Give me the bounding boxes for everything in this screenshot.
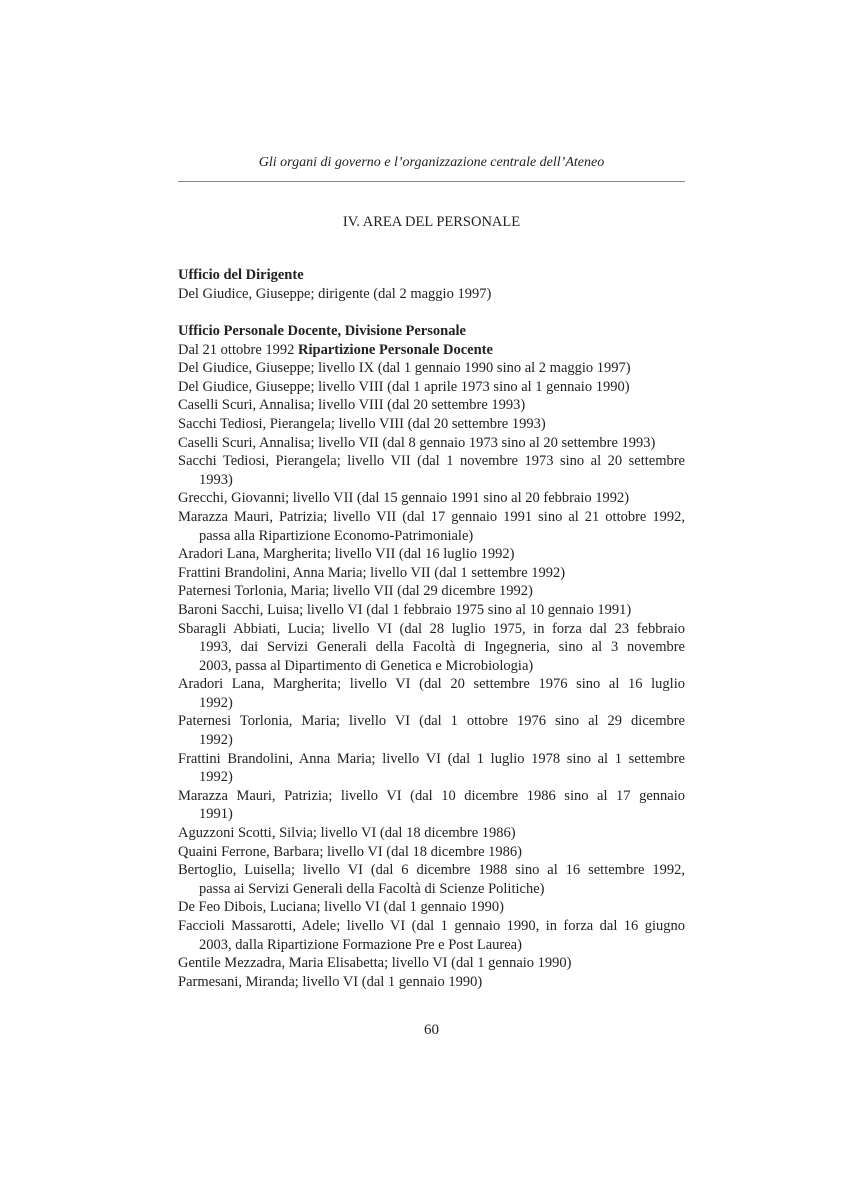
list-item	[178, 508, 685, 545]
subdivision-line	[178, 341, 685, 360]
subdivision-name: Ripartizione Personale Docente	[298, 341, 493, 358]
entry-line: Aradori Lana, Margherita; livello VII (dal 16 luglio 1992)	[178, 546, 515, 563]
list-item	[178, 620, 685, 676]
page-number: 60	[424, 1022, 439, 1038]
entry-line: 1992)	[199, 732, 233, 749]
entry-line: 1992)	[199, 694, 233, 711]
subdivision-date: Dal 21 ottobre 1992	[178, 341, 299, 358]
entry-line: Grecchi, Giovanni; livello VII (dal 15 gennaio 1991 sino al 20 febbraio 1992)	[178, 490, 630, 507]
entry-line: 1993)	[199, 471, 233, 488]
entry-line: 2003, dalla Ripartizione Formazione Pre e Post Laurea)	[199, 936, 522, 953]
list-item	[178, 824, 685, 843]
entry-line: De Feo Dibois, Luciana; livello VI (dal 1 gennaio 1990)	[178, 899, 504, 916]
section-title: IV. AREA DEL PERSONALE	[342, 214, 521, 230]
list-item	[178, 359, 685, 378]
entry-line: Baroni Sacchi, Luisa; livello VI (dal 1 febbraio 1975 sino al 10 gennaio 1991)	[178, 601, 632, 618]
list-item	[178, 843, 685, 862]
entry-line: passa ai Servizi Generali della Facoltà di Scienze Politiche)	[199, 880, 545, 897]
entry-line: passa alla Ripartizione Economo-Patrimoniale)	[199, 527, 474, 544]
list-item	[178, 545, 685, 564]
office-heading: Ufficio del Dirigente	[178, 267, 304, 283]
entry-line: 1993, dai Servizi Generali della Facoltà di Ingegneria, sino al 3 novembre	[199, 639, 685, 656]
entry-line: Del Giudice, Giuseppe; livello IX (dal 1 gennaio 1990 sino al 2 maggio 1997)	[178, 360, 631, 377]
entry-line: Sbaragli Abbiati, Lucia; livello VI (dal 28 luglio 1975, in forza dal 23 febbraio	[178, 620, 685, 637]
list-item	[178, 415, 685, 434]
header-rule	[178, 181, 685, 182]
list-item	[178, 564, 685, 583]
entry-line: Sacchi Tediosi, Pierangela; livello VIII (dal 20 settembre 1993)	[178, 415, 546, 432]
list-item	[178, 582, 685, 601]
list-item	[178, 712, 685, 749]
entry-line: 1992)	[199, 769, 233, 786]
list-item	[178, 898, 685, 917]
running-head: Gli organi di governo e l’organizzazione centrale dell’Ateneo	[258, 155, 605, 170]
entry-list	[178, 359, 685, 991]
list-item	[178, 787, 685, 824]
office-heading: Ufficio Personale Docente, Divisione Personale	[178, 323, 466, 339]
list-item	[178, 750, 685, 787]
entry-line: Marazza Mauri, Patrizia; livello VI (dal 10 dicembre 1986 sino al 17 gennaio	[178, 787, 685, 804]
entry-line: Gentile Mezzadra, Maria Elisabetta; livello VI (dal 1 gennaio 1990)	[178, 955, 572, 972]
entry-line: Sacchi Tediosi, Pierangela; livello VII (dal 1 novembre 1973 sino al 20 settembre	[178, 453, 685, 470]
entry-line: Marazza Mauri, Patrizia; livello VII (dal 17 gennaio 1991 sino al 21 ottobre 1992,	[178, 508, 685, 525]
list-item	[178, 378, 685, 397]
entry-line: 1991)	[199, 806, 233, 823]
list-item	[178, 434, 685, 453]
list-item	[178, 601, 685, 620]
list-item	[178, 396, 685, 415]
list-item	[178, 861, 685, 898]
office-dirigente	[178, 266, 685, 303]
entry-line: Parmesani, Miranda; livello VI (dal 1 gennaio 1990)	[178, 973, 483, 990]
entry-line: Caselli Scuri, Annalisa; livello VII (dal 8 gennaio 1973 sino al 20 settembre 1993)	[178, 434, 656, 451]
entry-line: Faccioli Massarotti, Adele; livello VI (dal 1 gennaio 1990, in forza dal 16 giugno	[178, 918, 685, 934]
entry-line: Paternesi Torlonia, Maria; livello VI (dal 1 ottobre 1976 sino al 29 dicembre	[178, 713, 685, 730]
entry-line: Aradori Lana, Margherita; livello VI (dal 20 settembre 1976 sino al 16 luglio	[178, 676, 685, 693]
list-item	[178, 452, 685, 489]
entry-line: Caselli Scuri, Annalisa; livello VIII (dal 20 settembre 1993)	[178, 397, 526, 414]
office-personale-docente	[178, 322, 685, 991]
entry-line: Paternesi Torlonia, Maria; livello VII (dal 29 dicembre 1992)	[178, 583, 533, 600]
entry-line: Del Giudice, Giuseppe; livello VIII (dal 1 aprile 1973 sino al 1 gennaio 1990)	[178, 378, 630, 395]
office-entry: Del Giudice, Giuseppe; dirigente (dal 2 maggio 1997)	[178, 285, 492, 302]
list-item	[178, 917, 685, 954]
entry-line: Frattini Brandolini, Anna Maria; livello VII (dal 1 settembre 1992)	[178, 564, 566, 581]
list-item	[178, 954, 685, 973]
entry-line: 2003, passa al Dipartimento di Genetica e Microbiologia)	[199, 657, 534, 674]
list-item	[178, 973, 685, 992]
list-item	[178, 489, 685, 508]
entry-line: Bertoglio, Luisella; livello VI (dal 6 dicembre 1988 sino al 16 settembre 1992,	[178, 862, 685, 879]
list-item	[178, 675, 685, 712]
entry-line: Quaini Ferrone, Barbara; livello VI (dal 18 dicembre 1986)	[178, 843, 522, 860]
entry-line: Frattini Brandolini, Anna Maria; livello VI (dal 1 luglio 1978 sino al 1 settembre	[178, 750, 685, 767]
entry-line: Aguzzoni Scotti, Silvia; livello VI (dal 18 dicembre 1986)	[178, 825, 516, 842]
